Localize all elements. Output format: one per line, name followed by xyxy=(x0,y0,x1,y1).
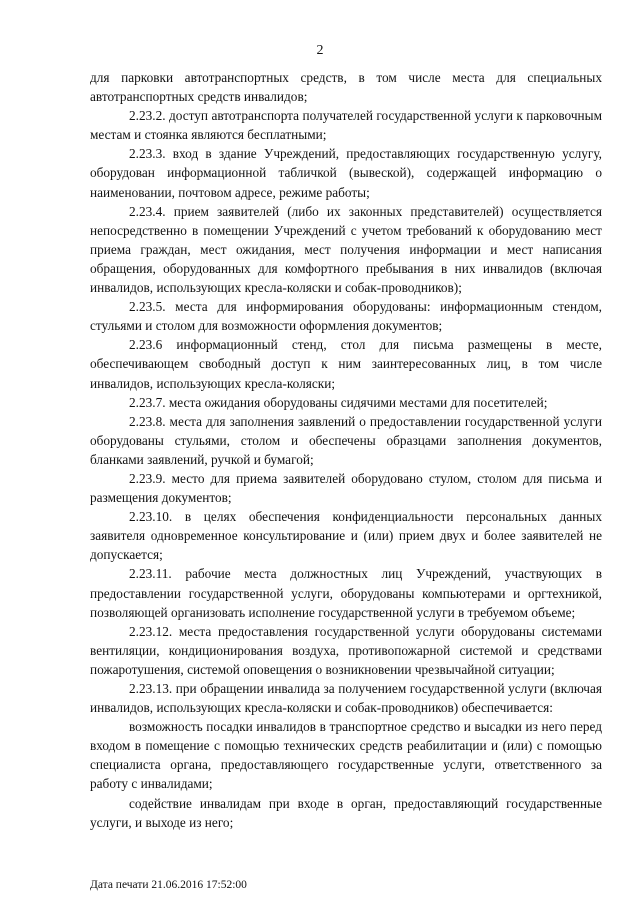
paragraph: 2.23.8. места для заполнения заявлений о предоставлении государственной услуги оборудованы стульями, столом и обеспечены образцами заполнения документов, бланками заявлений, ручкой и бумагой; xyxy=(90,413,602,467)
paragraph: 2.23.12. места предоставления государственной услуги оборудованы системами вентиляции, кондиционирования воздуха, противопожарной системой и средствами пожаротушения, системой оповещения о возникновении чрезвычайной ситуации; xyxy=(90,623,602,677)
paragraph: 2.23.6 информационный стенд, стол для письма размещены в месте, обеспечивающем свободный доступ к ним заинтересованных лиц, в том числе инвалидов, использующих кресла-коляски; xyxy=(90,337,602,391)
print-date: Дата печати 21.06.2016 17:52:00 xyxy=(90,879,247,891)
paragraph: 2.23.10. в целях обеспечения конфиденциальности персональных данных заявителя одновременное консультирование и (или) прием двух и более заявителей не допускается; xyxy=(90,509,602,563)
paragraph: 2.23.9. место для приема заявителей оборудовано стулом, столом для письма и размещения документов; xyxy=(90,470,602,506)
paragraph: возможность посадки инвалидов в транспортное средство и высадки из него перед входом в помещение с помощью технических средств реабилитации и (или) с помощью специалиста органа, предоставляющего государственные услуги, ответственного за работу с инвалидами; xyxy=(90,719,602,792)
paragraph: 2.23.4. прием заявителей (либо их законных представителей) осуществляется непосредственно в помещении Учреждений с учетом требований к оборудованию мест приема граждан, мест ожидания, мест получения информации и мест написания обращения, оборудованных для комфортного пребывания в них инвалидов (включая инвалидов, использующих кресла-коляски и собак-проводников); xyxy=(90,203,602,296)
page-number: 2 xyxy=(316,43,324,58)
paragraph: 2.23.11. рабочие места должностных лиц Учреждений, участвующих в предоставлении государственной услуги, оборудованы компьютерами и оргтехникой, позволяющей организовать исполнение государственной услуги в требуемом объеме; xyxy=(90,566,602,620)
paragraph: содействие инвалидам при входе в орган, предоставляющий государственные услуги, и выходе из него; xyxy=(90,795,602,830)
paragraph: для парковки автотранспортных средств, в том числе места для специальных автотранспортных средств инвалидов; xyxy=(90,70,602,105)
paragraph: 2.23.7. места ожидания оборудованы сидячими местами для посетителей; xyxy=(129,394,548,410)
paragraph: 2.23.2. доступ автотранспорта получателей государственной услуги к парковочным местам и стоянка являются бесплатными; xyxy=(90,108,602,143)
paragraph: 2.23.13. при обращении инвалида за получением государственной услуги (включая инвалидов, использующих кресла-коляски и собак-проводников) обеспечивается: xyxy=(90,681,602,716)
document-body xyxy=(90,68,602,832)
paragraph: 2.23.3. вход в здание Учреждений, предоставляющих государственную услугу, оборудован информационной табличкой (вывеской), содержащей информацию о наименовании, почтовом адресе, режиме работы; xyxy=(90,146,602,200)
paragraph: 2.23.5. места для информирования оборудованы: информационным стендом, стульями и столом для возможности оформления документов; xyxy=(90,299,602,334)
